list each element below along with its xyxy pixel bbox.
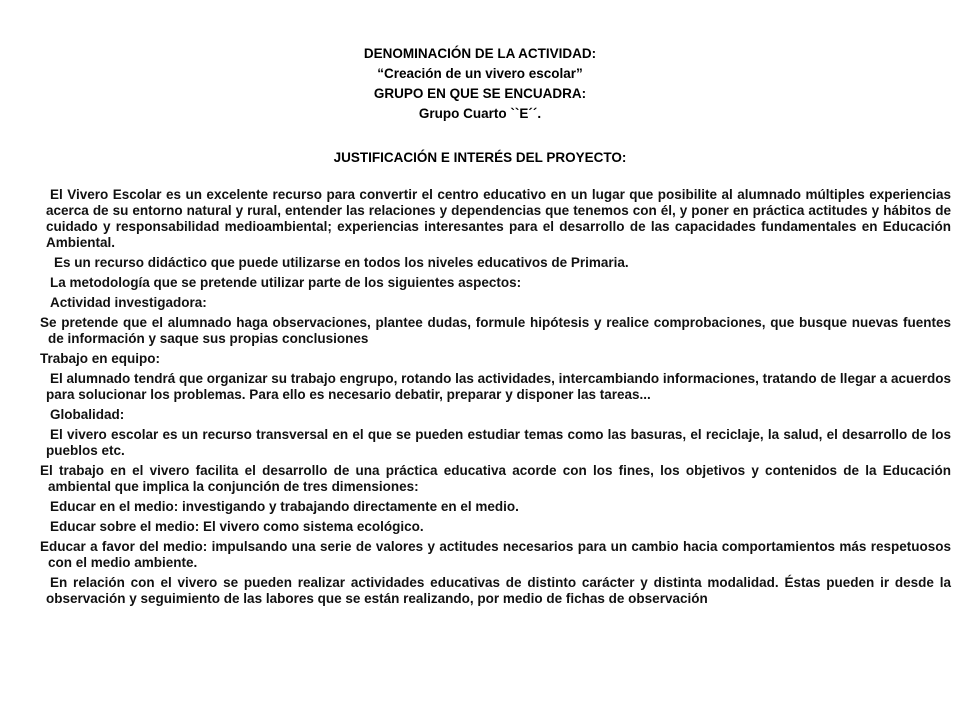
heading-investigative: Actividad investigadora: <box>50 295 207 310</box>
paragraph-educate-about: Educar sobre el medio: El vivero como sistema ecológico. <box>50 519 424 534</box>
paragraph-investigative: Se pretende que el alumnado haga observaciones, plantee dudas, formule hipótesis y realice comprobaciones, que busque nuevas fuentes de información y saque sus propias conclusiones <box>40 315 951 346</box>
justification-body <box>36 187 951 611</box>
activity-name: “Creación de un vivero escolar” <box>377 66 583 81</box>
heading-globality: Globalidad: <box>50 407 125 422</box>
paragraph-educate-in: Educar en el medio: investigando y trabajando directamente en el medio. <box>50 499 519 514</box>
paragraph-teamwork: El alumnado tendrá que organizar su trabajo engrupo, rotando las actividades, intercambiando informaciones, tratando de llegar a acuerdos para solucionar los problemas. Para ello es necesario debatir, preparar y disponer las tareas... <box>46 371 951 402</box>
heading-teamwork: Trabajo en equipo: <box>40 351 161 366</box>
paragraph-globality: El vivero escolar es un recurso transversal en el que se pueden estudiar temas como las basuras, el reciclaje, la salud, el desarrollo de los pueblos etc. <box>46 427 951 458</box>
group-label: GRUPO EN QUE SE ENCUADRA: <box>373 86 587 101</box>
group-name: Grupo Cuarto ``E´´. <box>418 106 542 121</box>
paragraph-dimensions: El trabajo en el vivero facilita el desarrollo de una práctica educativa acorde con los fines, los objetivos y contenidos de la Educación ambiental que implica la conjunción de tres dimensiones: <box>40 463 951 494</box>
activity-header <box>0 44 960 124</box>
paragraph-educate-for: Educar a favor del medio: impulsando una serie de valores y actitudes necesarios para un cambio hacia comportamientos más respetuosos con el medio ambiente. <box>40 539 951 570</box>
paragraph-intro: El Vivero Escolar es un excelente recurso para convertir el centro educativo en un lugar que posibilite al alumnado múltiples experiencias acerca de su entorno natural y rural, entender las relaciones y dependencias que tenemos con él, y poner en práctica actitudes y hábitos de cuidado y responsabilidad medioambiental; experiencias interesantes para el desarrollo de las capacidades fundamentales en Educación Ambiental. <box>46 187 951 250</box>
activity-name-label: DENOMINACIÓN DE LA ACTIVIDAD: <box>363 46 597 61</box>
justification-title: JUSTIFICACIÓN E INTERÉS DEL PROYECTO: <box>333 150 627 165</box>
paragraph-methodology: La metodología que se pretende utilizar parte de los siguientes aspectos: <box>50 275 522 290</box>
paragraph-resource: Es un recurso didáctico que puede utilizarse en todos los niveles educativos de Primaria. <box>54 255 629 270</box>
paragraph-activities: En relación con el vivero se pueden realizar actividades educativas de distinto carácter y distinta modalidad. Éstas pueden ir desde la observación y seguimiento de las labores que se están realizando, por medio de fichas de observación <box>46 575 951 606</box>
